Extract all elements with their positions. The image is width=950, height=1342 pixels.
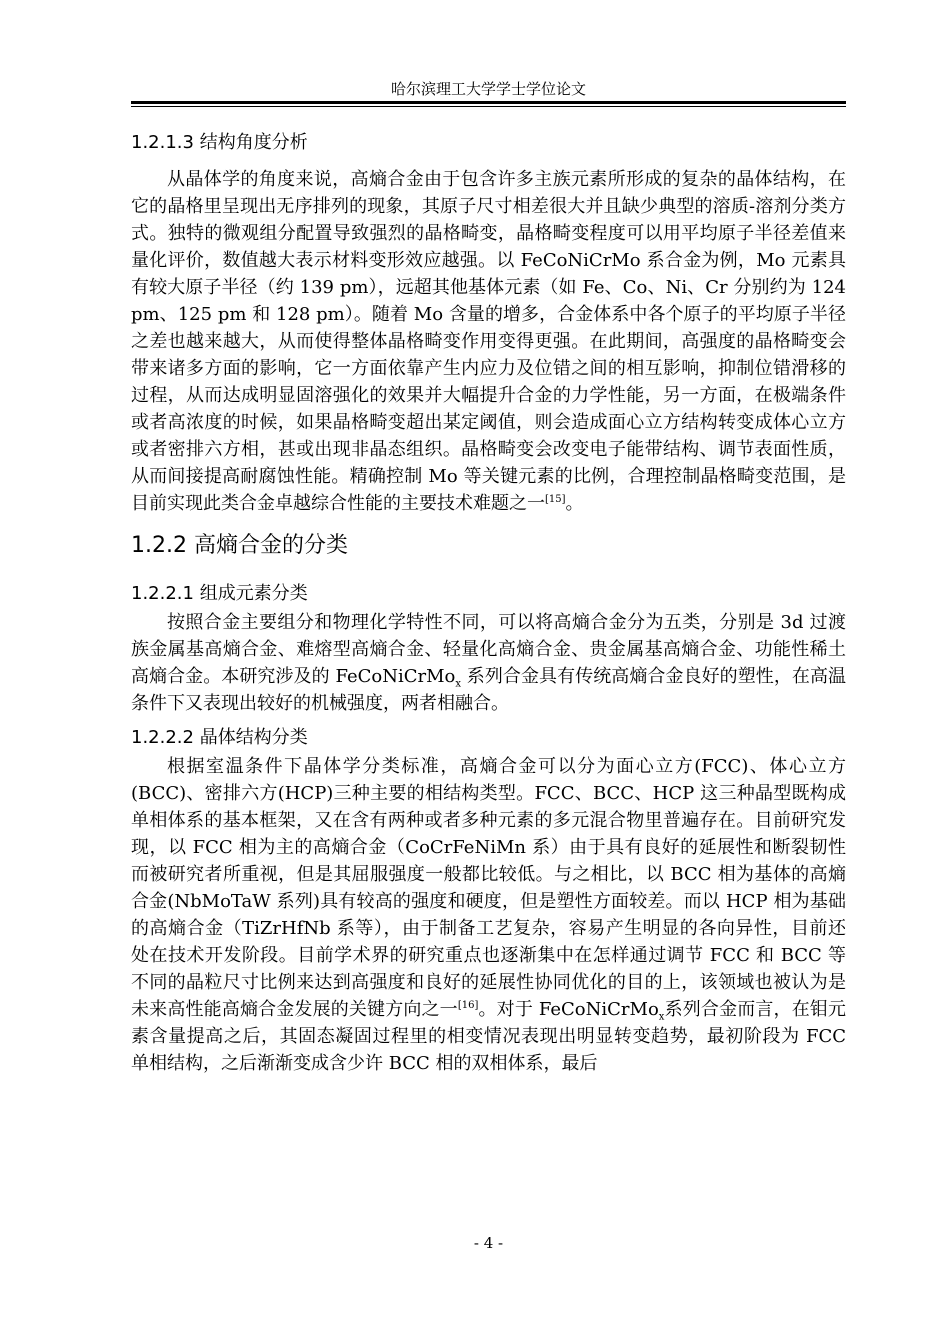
paragraph-text-cont: 。对于 FeCoNiCrMo [478, 999, 659, 1020]
paragraph-end: 。 [565, 493, 584, 514]
header-rule-thin [131, 106, 846, 107]
heading-1-2-2-1: 1.2.2.1 组成元素分类 [131, 583, 308, 604]
paragraph-text: 根据室温条件下晶体学分类标准，高熵合金可以分为面心立方(FCC)、体心立方(BCC)、密排六方(HCP)三种主要的相结构类型。FCC、BCC、HCP 这三种晶型既构成单相体系的基本框架，又在含有两种或者多种元素的多元混合物里普遍存在。目前研究发现，以 FCC 相为主的高熵合金（CoCrFeNiMn 系）由于具有良好的延展性和断裂韧性而被研究者所重视，但是其屈服强度一般都比较低。与之相比，以 BCC 相为基体的高熵合金(NbMoTaW 系列)具有较高的强度和硬度，但是塑性方面较差。而以 HCP 相为基础的高熵合金（TiZrHfNb 系等），由于制备工艺复杂，容易产生明显的各向异性，目前还处在技术开发阶段。目前学术界的研究重点也逐渐集中在怎样通过调节 FCC 和 BCC 等不同的晶粒尺寸比例来达到高强度和良好的延展性协同优化的目的上，该领域也被认为是未来高性能高熵合金发展的关键方向之一 [131, 756, 846, 1020]
citation-16: [16] [457, 1000, 479, 1011]
paragraph-text-end: 系列合金而言，在钼元素含量提高之后，其固态凝固过程里的相变情况表现出明显转变趋势，最初阶段为 FCC 单相结构，之后渐渐变成含少许 BCC 相的双相体系，最后 [131, 999, 847, 1074]
paragraph-structure-analysis [131, 166, 846, 517]
paragraph-composition-classification [131, 609, 846, 717]
header-rule-thick [131, 101, 846, 104]
page-header: 哈尔滨理工大学学士学位论文 [390, 80, 586, 98]
paragraph-text: 按照合金主要组分和物理化学特性不同，可以将高熵合金分为五类，分别是 3d 过渡族金属基高熵合金、难熔型高熵合金、轻量化高熵合金、贵金属基高熵合金、功能性稀土高熵合金。本研究涉及的 FeCoNiCrMo [131, 612, 846, 687]
citation-15: [15] [545, 494, 566, 505]
page-number: - 4 - [473, 1234, 504, 1252]
paragraph-text-cont: 系列合金具有传统高熵合金良好的塑性，在高温条件下又表现出较好的机械强度，两者相融合。 [131, 666, 846, 714]
heading-1-2-2: 1.2.2 高熵合金的分类 [131, 533, 348, 558]
paragraph-crystal-structure-classification [131, 753, 846, 1077]
page-content [131, 128, 846, 1077]
subscript-x: x [455, 678, 462, 690]
heading-1-2-2-2: 1.2.2.2 晶体结构分类 [131, 727, 308, 748]
subscript-x: x [658, 1011, 665, 1023]
paragraph-text: 从晶体学的角度来说，高熵合金由于包含许多主族元素所形成的复杂的晶体结构，在它的晶格里呈现出无序排列的现象，其原子尺寸相差很大并且缺少典型的溶质-溶剂分类方式。独特的微观组分配置导致强烈的晶格畸变，晶格畸变程度可以用平均原子半径差值来量化评价，数值越大表示材料变形效应越强。以 FeCoNiCrMo 系合金为例，Mo 元素具有较大原子半径（约 139 pm），远超其他基体元素（如 Fe、Co、Ni、Cr 分别约为 124 pm、125 pm 和 128 pm）。随着 Mo 含量的增多，合金体系中各个原子的平均原子半径之差也越来越大，从而使得整体晶格畸变作用变得更强。在此期间，高强度的晶格畸变会带来诸多方面的影响，它一方面依靠产生内应力及位错之间的相互影响，抑制位错滑移的过程，从而达成明显固溶强化的效果并大幅提升合金的力学性能，另一方面，在极端条件或者高浓度的时候，如果晶格畸变超出某定阈值，则会造成面心立方结构转变成体心立方或者密排六方相，甚或出现非晶态组织。晶格畸变会改变电子能带结构、调节表面性质，从而间接提高耐腐蚀性能。精确控制 Mo 等关键元素的比例，合理控制晶格畸变范围，是目前实现此类合金卓越综合性能的主要技术难题之一 [131, 169, 846, 514]
heading-1-2-1-3: 1.2.1.3 结构角度分析 [131, 132, 308, 153]
